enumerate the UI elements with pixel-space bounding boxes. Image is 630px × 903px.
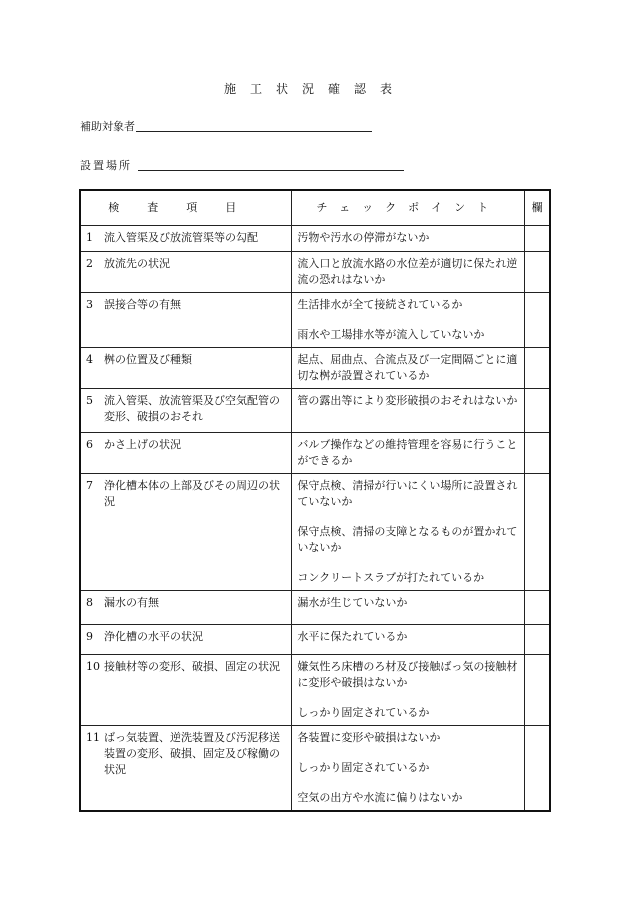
item-cell [80,348,292,389]
table-header-row [80,190,550,226]
checkpoint-text: 保守点検、清掃が行いにくい場所に設置されていないか [297,479,518,508]
item-cell [80,655,292,726]
checkpoint-cell [292,226,525,252]
checkpoint-text: しっかり固定されているか [297,706,430,719]
checkpoint-text: 嫌気性ろ床槽のろ材及び接触ばっ気の接触材に変形や破損はないか [297,660,518,689]
checkpoint-text: 保守点検、清掃の支障となるものが置かれていないか [297,525,518,554]
check-cell[interactable] [525,433,550,474]
item-cell [80,389,292,433]
checkpoint-cell [292,625,525,655]
check-cell[interactable] [525,226,550,252]
check-cell[interactable] [525,591,550,625]
location-label: 設置場所 [80,159,132,172]
item-number: 11 [86,731,100,744]
checkpoint-text: 生活排水が全て接続されているか [297,298,463,311]
table-row [80,433,550,474]
table-row [80,474,550,591]
checkpoint-text: 流入口と放流水路の水位差が適切に保たれ逆流の恐れはないか [297,257,518,286]
checkpoint-text: 空気の出方や水流に偏りはないか [297,791,463,804]
item-cell [80,433,292,474]
inspection-table [79,189,551,812]
item-text: ばっ気装置、逆洗装置及び汚泥移送装置の変形、破損、固定及び稼働の状況 [104,731,280,776]
header-point: チェックポイント [292,190,525,226]
checkpoint-text: 管の露出等により変形破損のおそれはないか [297,394,518,407]
checkpoint-cell [292,726,525,812]
item-number: 6 [86,438,93,451]
item-number: 10 [86,660,100,673]
item-text: 漏水の有無 [104,596,159,609]
checkpoint-cell [292,252,525,293]
item-cell [80,293,292,348]
checkpoint-cell [292,433,525,474]
check-cell[interactable] [525,293,550,348]
check-cell[interactable] [525,625,550,655]
table-row [80,591,550,625]
table-row [80,293,550,348]
table-row [80,655,550,726]
document-title: 施工状況確認表 [223,82,406,96]
checkpoint-text: バルブ操作などの維持管理を容易に行うことができるか [297,438,518,467]
item-cell [80,591,292,625]
checkpoint-text: 雨水や工場排水等が流入していないか [297,328,485,341]
check-cell[interactable] [525,474,550,591]
table-row [80,726,550,812]
check-cell[interactable] [525,655,550,726]
item-number: 8 [86,596,93,609]
checkpoint-cell [292,591,525,625]
checkpoint-cell [292,389,525,433]
item-cell [80,252,292,293]
item-number: 9 [86,630,93,643]
item-cell [80,474,292,591]
item-text: 浄化槽本体の上部及びその周辺の状況 [104,479,280,508]
item-number: 1 [86,231,93,244]
item-number: 3 [86,298,93,311]
header-item: 検査項目 [80,190,292,226]
item-number: 2 [86,257,93,270]
checkpoint-text: 起点、屈曲点、合流点及び一定間隔ごとに適切な桝が設置されているか [297,353,518,382]
applicant-field [80,118,135,134]
table-row [80,348,550,389]
item-text: 流入管渠、放流管渠及び空気配管の変形、破損のおそれ [104,394,280,423]
item-text: 流入管渠及び放流管渠等の勾配 [104,231,258,244]
item-text: 接触材等の変形、破損、固定の状況 [104,660,280,673]
checkpoint-text: コンクリートスラブが打たれているか [297,571,485,584]
table-row [80,252,550,293]
applicant-label: 補助対象者 [80,120,135,133]
checkpoint-text: 水平に保たれているか [297,630,408,643]
location-underline [138,170,404,171]
item-cell [80,226,292,252]
checkpoint-cell [292,474,525,591]
table-row [80,389,550,433]
check-cell[interactable] [525,252,550,293]
item-number: 5 [86,394,93,407]
checkpoint-text: 汚物や汚水の停滞がないか [297,231,430,244]
header-check: 欄 [525,190,550,226]
checkpoint-text: しっかり固定されているか [297,761,430,774]
item-number: 7 [86,479,93,492]
item-text: 放流先の状況 [104,257,170,270]
checkpoint-text: 漏水が生じていないか [297,596,408,609]
checkpoint-cell [292,348,525,389]
table-row [80,226,550,252]
check-cell[interactable] [525,389,550,433]
check-cell[interactable] [525,348,550,389]
checkpoint-cell [292,293,525,348]
item-text: 誤接合等の有無 [104,298,181,311]
check-cell[interactable] [525,726,550,812]
item-number: 4 [86,353,93,366]
item-cell [80,726,292,812]
applicant-underline [136,131,372,132]
item-text: かさ上げの状況 [104,438,181,451]
checkpoint-text: 各装置に変形や破損はないか [297,731,441,744]
item-text: 桝の位置及び種類 [104,353,192,366]
item-text: 浄化槽の水平の状況 [104,630,203,643]
table-row [80,625,550,655]
table-body [80,226,550,812]
location-field [80,157,132,173]
checkpoint-cell [292,655,525,726]
item-cell [80,625,292,655]
